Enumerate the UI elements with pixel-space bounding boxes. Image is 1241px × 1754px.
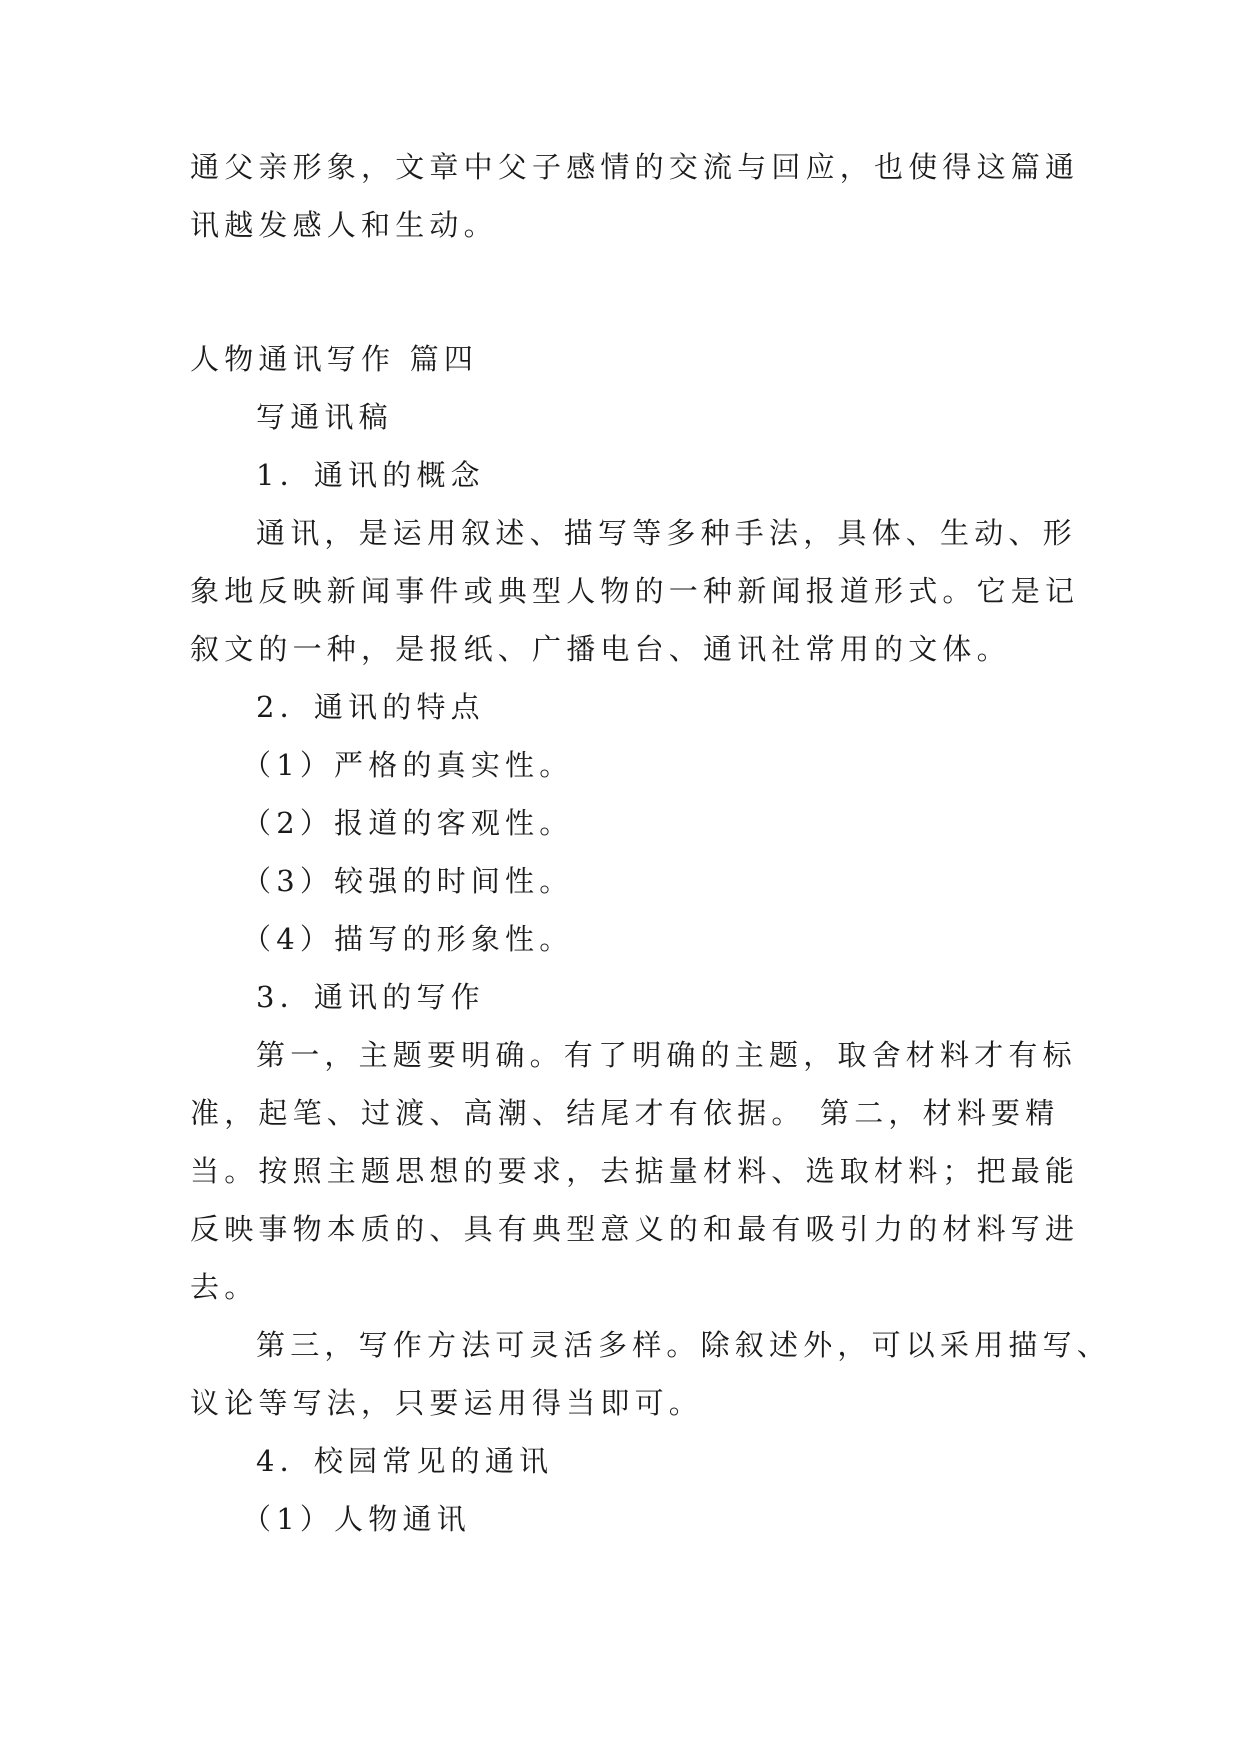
- feature-item: （1）严格的真实性。: [242, 748, 574, 782]
- campus-item: （1）人物通讯: [242, 1502, 471, 1536]
- paragraph-line: 准，起笔、过渡、高潮、结尾才有依据。 第二，材料要精: [190, 1096, 1060, 1130]
- paragraph-line: 讯越发感人和生动。: [190, 208, 498, 242]
- heading-writing: 3．通讯的写作: [256, 980, 485, 1014]
- feature-item: （3）较强的时间性。: [242, 864, 574, 898]
- section-body: [190, 330, 1112, 1548]
- paragraph-line: 当。按照主题思想的要求，去掂量材料、选取材料；把最能: [190, 1154, 1080, 1188]
- feature-item: （4）描写的形象性。: [242, 922, 574, 956]
- feature-item: （2）报道的客观性。: [242, 806, 574, 840]
- subtitle: 写通讯稿: [256, 400, 393, 434]
- paragraph-line: 叙文的一种，是报纸、广播电台、通讯社常用的文体。: [190, 632, 1011, 666]
- heading-concept: 1．通讯的概念: [256, 458, 485, 492]
- paragraph-line: 去。: [190, 1270, 259, 1304]
- paragraph-line: 象地反映新闻事件或典型人物的一种新闻报道形式。它是记: [190, 574, 1080, 608]
- paragraph-line: 通讯，是运用叙述、描写等多种手法，具体、生动、形: [256, 516, 1077, 550]
- heading-features: 2．通讯的特点: [256, 690, 485, 724]
- paragraph-line: 议论等写法，只要运用得当即可。: [190, 1386, 704, 1420]
- heading-campus: 4．校园常见的通讯: [256, 1444, 554, 1478]
- paragraph-line: 第一，主题要明确。有了明确的主题，取舍材料才有标: [256, 1038, 1077, 1072]
- paragraph-line: 通父亲形象，文章中父子感情的交流与回应，也使得这篇通: [190, 150, 1080, 184]
- paragraph-line: 第三，写作方法可灵活多样。除叙述外，可以采用描写、: [256, 1328, 1112, 1362]
- continuation-paragraph: [190, 138, 1080, 254]
- section-heading: 人物通讯写作 篇四: [190, 342, 479, 376]
- paragraph-line: 反映事物本质的、具有典型意义的和最有吸引力的材料写进: [190, 1212, 1080, 1246]
